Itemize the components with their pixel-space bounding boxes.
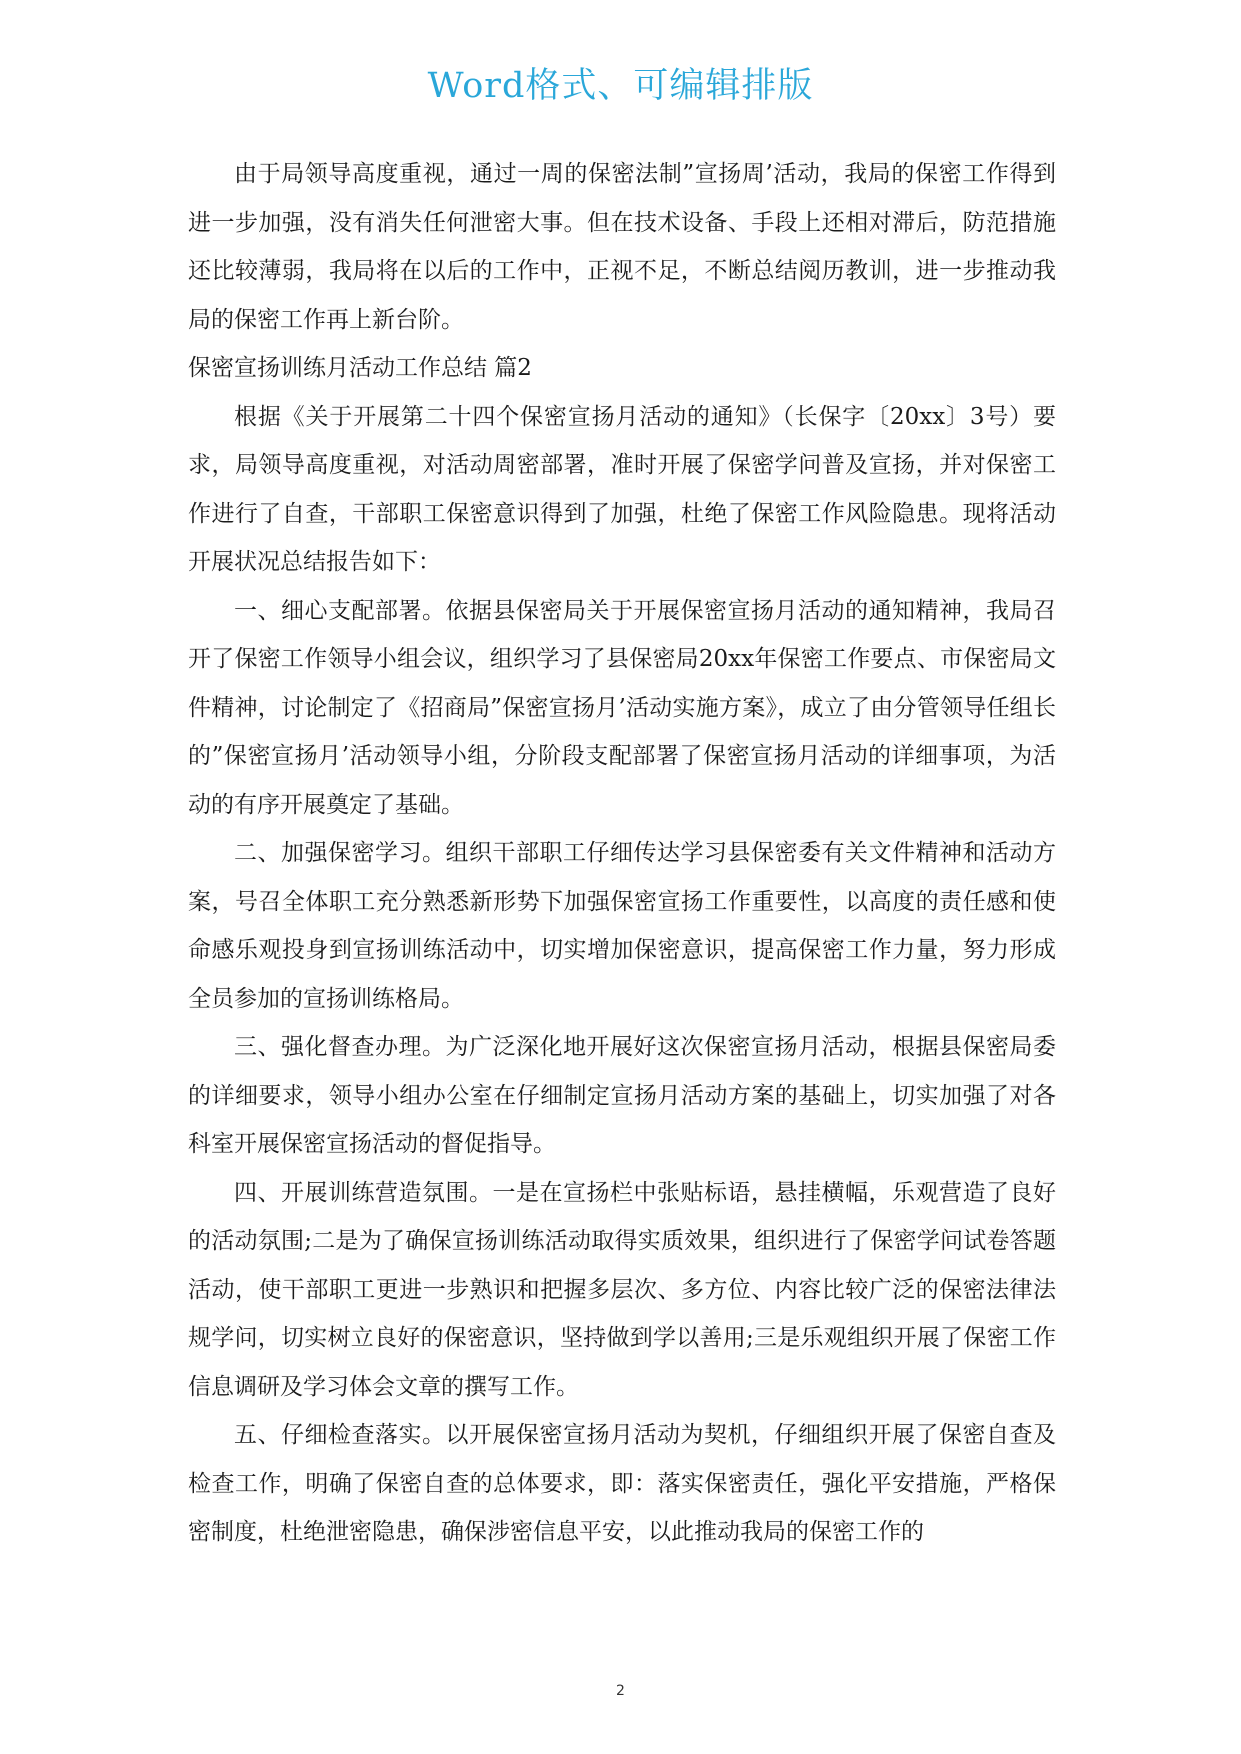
paragraph-7: 五、仔细检查落实。以开展保密宣扬月活动为契机，仔细组织开展了保密自查及检查工作，明确了保密自查的总体要求，即：落实保密责任，强化平安措施，严格保密制度，杜绝泄密隐患，确保涉密信息平安，以此推动我局的保密工作的	[188, 1422, 1056, 1545]
page-number: 2	[616, 1683, 625, 1699]
document-body	[188, 150, 1056, 1557]
paragraph-2: 根据《关于开展第二十四个保密宣扬月活动的通知》（长保字〔20xx〕3号）要求，局领导高度重视，对活动周密部署，准时开展了保密学问普及宣扬，并对保密工作进行了自查，干部职工保密意识得到了加强，杜绝了保密工作风险隐患。现将活动开展状况总结报告如下：	[188, 403, 1056, 575]
page-header: Word格式、可编辑排版	[427, 66, 814, 106]
paragraph-6: 四、开展训练营造氛围。一是在宣扬栏中张贴标语，悬挂横幅，乐观营造了良好的活动氛围;二是为了确保宣扬训练活动取得实质效果，组织进行了保密学问试卷答题活动，使干部职工更进一步熟识和把握多层次、多方位、内容比较广泛的保密法律法规学问，切实树立良好的保密意识，坚持做到学以善用;三是乐观组织开展了保密工作信息调研及学习体会文章的撰写工作。	[188, 1179, 1056, 1400]
paragraph-1: 由于局领导高度重视，通过一周的保密法制”宣扬周’活动，我局的保密工作得到进一步加强，没有消失任何泄密大事。但在技术设备、手段上还相对滞后，防范措施还比较薄弱，我局将在以后的工作中，正视不足，不断总结阅历教训，进一步推动我局的保密工作再上新台阶。	[188, 161, 1056, 333]
paragraph-3: 一、细心支配部署。依据县保密局关于开展保密宣扬月活动的通知精神，我局召开了保密工作领导小组会议，组织学习了县保密局20xx年保密工作要点、市保密局文件精神，讨论制定了《招商局”保密宣扬月’活动实施方案》，成立了由分管领导任组长的”保密宣扬月’活动领导小组，分阶段支配部署了保密宣扬月活动的详细事项，为活动的有序开展奠定了基础。	[188, 597, 1056, 818]
section-heading: 保密宣扬训练月活动工作总结 篇2	[188, 355, 532, 381]
paragraph-5: 三、强化督查办理。为广泛深化地开展好这次保密宣扬月活动，根据县保密局委的详细要求，领导小组办公室在仔细制定宣扬月活动方案的基础上，切实加强了对各科室开展保密宣扬活动的督促指导。	[188, 1034, 1056, 1157]
paragraph-4: 二、加强保密学习。组织干部职工仔细传达学习县保密委有关文件精神和活动方案，号召全体职工充分熟悉新形势下加强保密宣扬工作重要性，以高度的责任感和使命感乐观投身到宣扬训练活动中，切实增加保密意识，提高保密工作力量，努力形成全员参加的宣扬训练格局。	[188, 840, 1056, 1012]
